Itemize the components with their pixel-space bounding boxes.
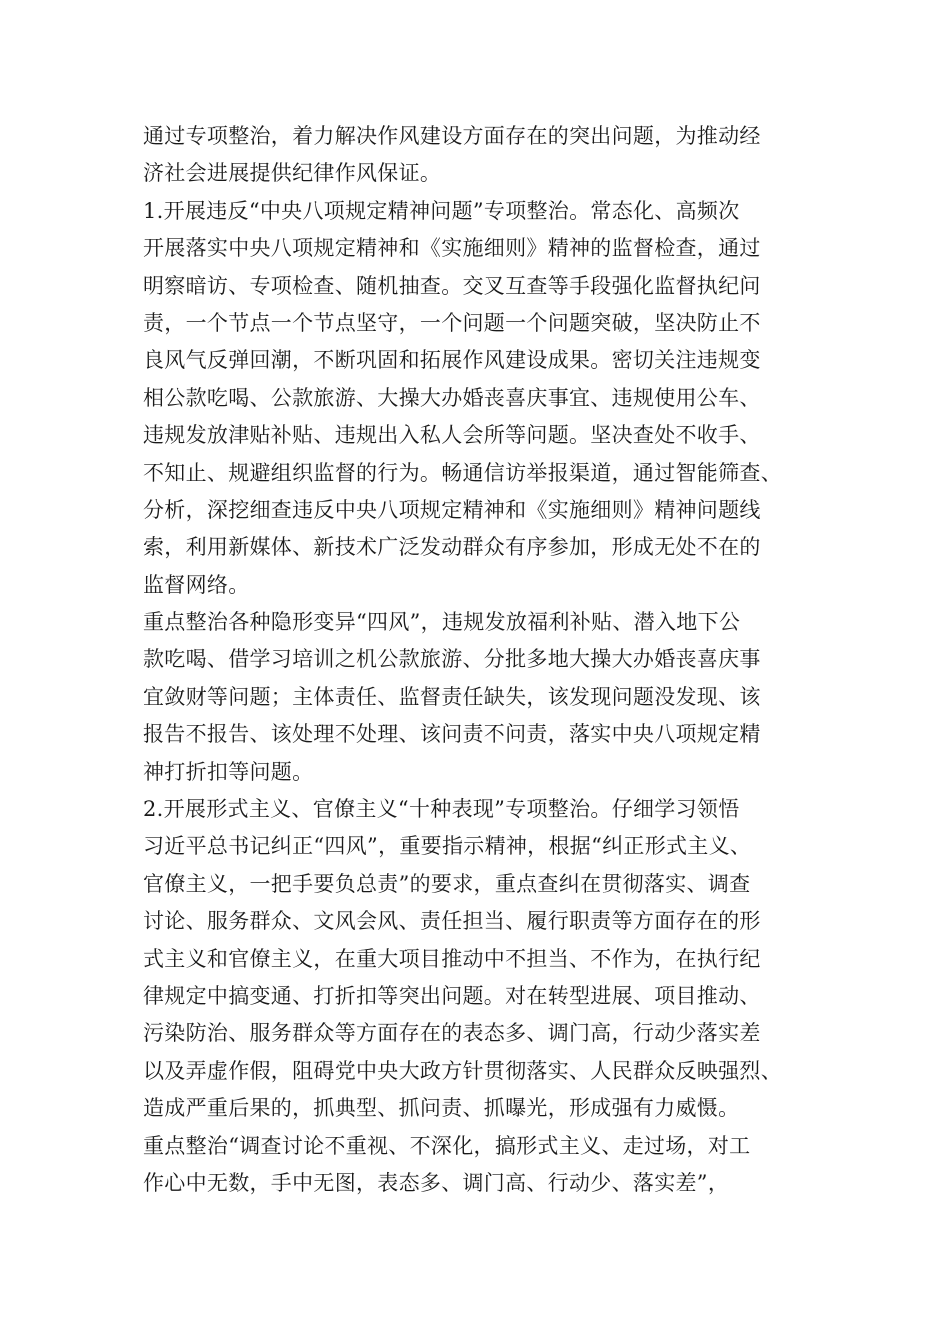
text-line: 监督网络。 — [143, 572, 250, 597]
text-line: 相公款吃喝、公款旅游、大操大办婚丧喜庆事宜、违规使用公车、 — [143, 385, 761, 410]
text-line: 不知止、规避组织监督的行为。畅通信访举报渠道，通过智能筛查、 — [143, 460, 782, 485]
text-line: 良风气反弹回潮，不断巩固和拓展作风建设成果。密切关注违规变 — [143, 348, 761, 373]
text-line: 责，一个节点一个节点坚守，一个问题一个问题突破，坚决防止不 — [143, 310, 761, 335]
text-line: 索，利用新媒体、新技术广泛发动群众有序参加，形成无处不在的 — [143, 535, 761, 560]
text-line: 神打折扣等问题。 — [143, 759, 314, 784]
text-line: 官僚主义，一把手要负总责”的要求，重点查纠在贯彻落实、调查 — [143, 871, 751, 896]
text-line: 违规发放津贴补贴、违规出入私人会所等问题。坚决查处不收手、 — [143, 423, 761, 448]
text-line: 通过专项整治，着力解决作风建设方面存在的突出问题，为推动经 — [143, 124, 761, 148]
text-line: 污染防治、服务群众等方面存在的表态多、调门高，行动少落实差 — [143, 1021, 761, 1046]
text-line: 式主义和官僚主义，在重大项目推动中不担当、不作为，在执行纪 — [143, 946, 761, 971]
text-line: 宜敛财等问题；主体责任、监督责任缺失，该发现问题没发现、该 — [143, 684, 761, 709]
text-line: 2.开展形式主义、官僚主义“十种表现”专项整治。仔细学习领悟 — [143, 797, 740, 822]
text-line: 款吃喝、借学习培训之机公款旅游、分批多地大操大办婚丧喜庆事 — [143, 647, 761, 672]
text-line: 明察暗访、专项检查、随机抽查。交叉互查等手段强化监督执纪问 — [143, 273, 761, 298]
text-line: 报告不报告、该处理不处理、该问责不问责，落实中央八项规定精 — [143, 722, 761, 747]
text-line: 重点整治“调查讨论不重视、不深化，搞形式主义、走过场，对工 — [143, 1133, 751, 1158]
text-line: 分析，深挖细查违反中央八项规定精神和《实施细则》精神问题线 — [143, 497, 761, 522]
text-line: 以及弄虚作假，阻碍党中央大政方针贯彻落实、人民群众反映强烈、 — [143, 1058, 782, 1083]
text-line: 讨论、服务群众、文风会风、责任担当、履行职责等方面存在的形 — [143, 909, 761, 934]
text-line: 济社会进展提供纪律作风保证。 — [143, 161, 442, 186]
text-line: 律规定中搞变通、打折扣等突出问题。对在转型进展、项目推动、 — [143, 983, 761, 1008]
text-line: 习近平总书记纠正“四风”，重要指示精神，根据“纠正形式主义、 — [143, 834, 752, 859]
text-line: 开展落实中央八项规定精神和《实施细则》精神的监督检查，通过 — [143, 236, 761, 261]
text-line: 作心中无数，手中无图，表态多、调门高、行动少、落实差”， — [143, 1170, 730, 1195]
text-line: 1.开展违反“中央八项规定精神问题”专项整治。常态化、高频次 — [143, 198, 740, 223]
text-line: 重点整治各种隐形变异“四风”，违规发放福利补贴、潜入地下公 — [143, 610, 741, 635]
text-line: 造成严重后果的，抓典型、抓问责、抓曝光，形成强有力威慑。 — [143, 1096, 740, 1121]
body-text — [143, 118, 833, 1202]
